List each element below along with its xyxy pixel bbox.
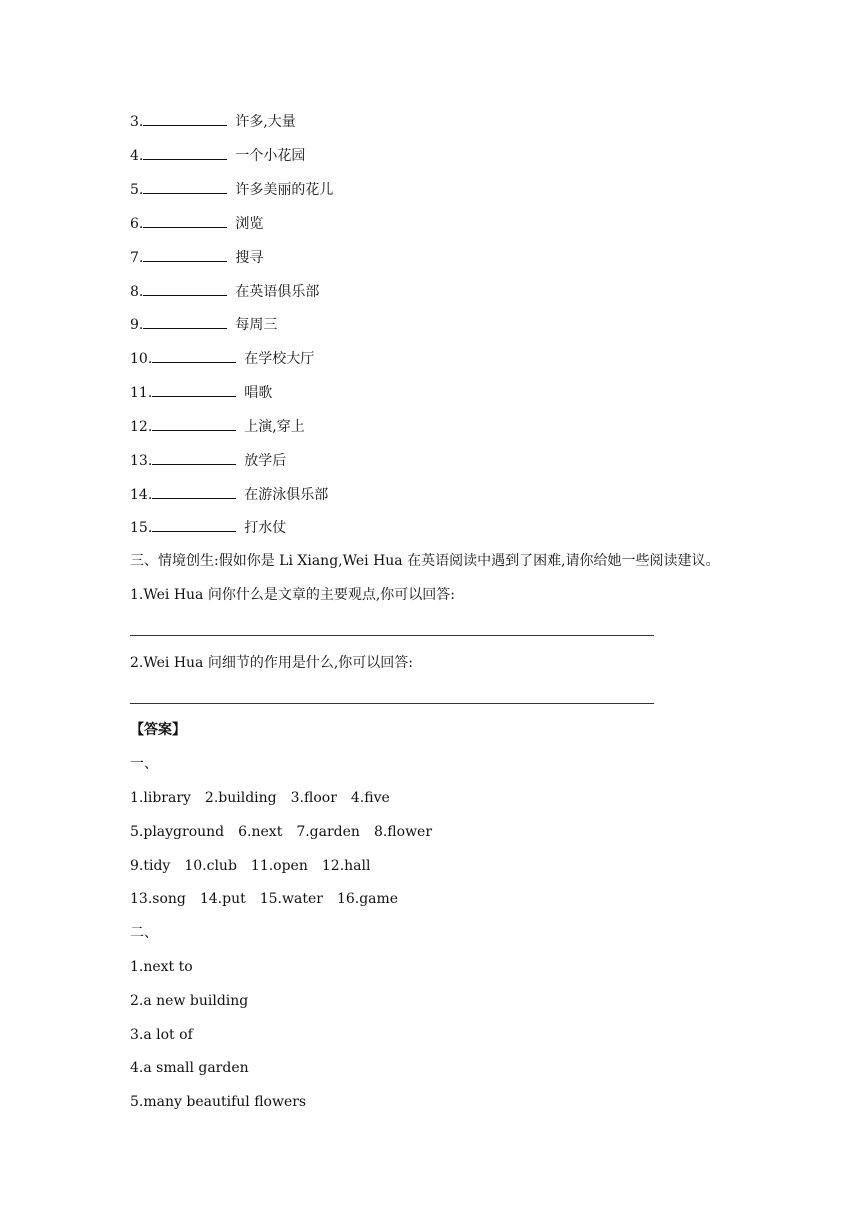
item-number: 12.	[130, 419, 153, 435]
vocab-item	[130, 112, 296, 130]
section-3-question-1: 1.Wei Hua 问你什么是文章的主要观点,你可以回答:	[130, 587, 456, 603]
item-number: 7.	[130, 250, 144, 266]
answer-blank	[152, 518, 236, 532]
section-3-question-2: 2.Wei Hua 问细节的作用是什么,你可以回答:	[130, 655, 414, 671]
answers-part-1-label: 一、	[130, 756, 158, 772]
item-number: 4.	[130, 148, 144, 164]
answer-line	[130, 703, 654, 704]
item-number: 13.	[130, 453, 153, 469]
answer-blank	[143, 315, 227, 329]
answer-row	[130, 890, 398, 908]
answer-word: 1.library	[130, 790, 191, 806]
item-meaning: 浏览	[235, 216, 264, 232]
answer-row	[130, 789, 390, 807]
answer-row	[130, 857, 370, 875]
item-meaning: 搜寻	[235, 250, 264, 266]
vocab-item	[130, 451, 286, 469]
item-number: 11.	[130, 385, 153, 401]
vocab-item	[130, 248, 263, 266]
item-meaning: 在游泳俱乐部	[244, 487, 329, 503]
answer-blank	[143, 180, 227, 194]
vocab-item	[130, 383, 272, 401]
item-number: 15.	[130, 520, 153, 536]
vocab-item	[130, 146, 305, 164]
vocab-item	[130, 214, 263, 232]
item-number: 3.	[130, 114, 144, 130]
answer-blank	[152, 383, 236, 397]
answer-word: 7.garden	[296, 824, 360, 840]
answers-part-2-label: 二、	[130, 925, 158, 941]
item-meaning: 一个小花园	[235, 148, 306, 164]
section-3-heading: 三、情境创生:假如你是 Li Xiang,Wei Hua 在英语阅读中遇到了困难,请你给她一些阅读建议。	[130, 553, 720, 569]
answers-heading: 【答案】	[130, 722, 186, 738]
vocab-item	[130, 518, 286, 536]
item-number: 8.	[130, 284, 144, 300]
answer-phrase: 4.a small garden	[130, 1060, 249, 1076]
answer-word: 2.building	[204, 790, 277, 806]
answer-word: 11.open	[250, 858, 308, 874]
answer-word: 4.five	[350, 790, 390, 806]
vocab-item	[130, 282, 319, 300]
item-meaning: 许多美丽的花儿	[235, 182, 334, 198]
answer-word: 6.next	[238, 824, 283, 840]
vocab-item	[130, 417, 305, 435]
answer-phrase: 3.a lot of	[130, 1027, 193, 1043]
item-number: 10.	[130, 351, 153, 367]
answer-row	[130, 823, 432, 841]
item-meaning: 唱歌	[244, 385, 273, 401]
item-meaning: 许多,大量	[235, 114, 296, 130]
answer-blank	[152, 417, 236, 431]
item-meaning: 上演,穿上	[244, 419, 305, 435]
item-number: 5.	[130, 182, 144, 198]
vocab-item	[130, 180, 333, 198]
answer-phrase: 5.many beautiful flowers	[130, 1094, 307, 1110]
answer-blank	[152, 349, 236, 363]
answer-word: 8.flower	[373, 824, 433, 840]
vocab-item	[130, 349, 314, 367]
answer-phrase: 1.next to	[130, 959, 193, 975]
item-meaning: 打水仗	[244, 520, 287, 536]
answer-blank	[152, 485, 236, 499]
vocab-item	[130, 315, 277, 333]
answer-blank	[143, 112, 227, 126]
answer-blank	[152, 451, 236, 465]
answer-word: 5.playground	[130, 824, 225, 840]
answer-blank	[143, 282, 227, 296]
answer-word: 16.game	[336, 891, 399, 907]
answer-blank	[143, 248, 227, 262]
item-meaning: 每周三	[235, 317, 278, 333]
item-number: 14.	[130, 487, 153, 503]
answer-word: 15.water	[259, 891, 323, 907]
item-meaning: 放学后	[244, 453, 287, 469]
answer-word: 14.put	[199, 891, 246, 907]
answer-word: 12.hall	[321, 858, 371, 874]
answer-blank	[143, 146, 227, 160]
answer-line	[130, 635, 654, 636]
item-meaning: 在英语俱乐部	[235, 284, 320, 300]
answer-phrase: 2.a new building	[130, 993, 249, 1009]
answer-word: 10.club	[184, 858, 237, 874]
vocab-item	[130, 485, 328, 503]
item-number: 6.	[130, 216, 144, 232]
item-meaning: 在学校大厅	[244, 351, 315, 367]
answer-blank	[143, 214, 227, 228]
answer-word: 9.tidy	[130, 858, 171, 874]
answer-word: 13.song	[130, 891, 186, 907]
item-number: 9.	[130, 317, 144, 333]
answer-word: 3.floor	[290, 790, 337, 806]
